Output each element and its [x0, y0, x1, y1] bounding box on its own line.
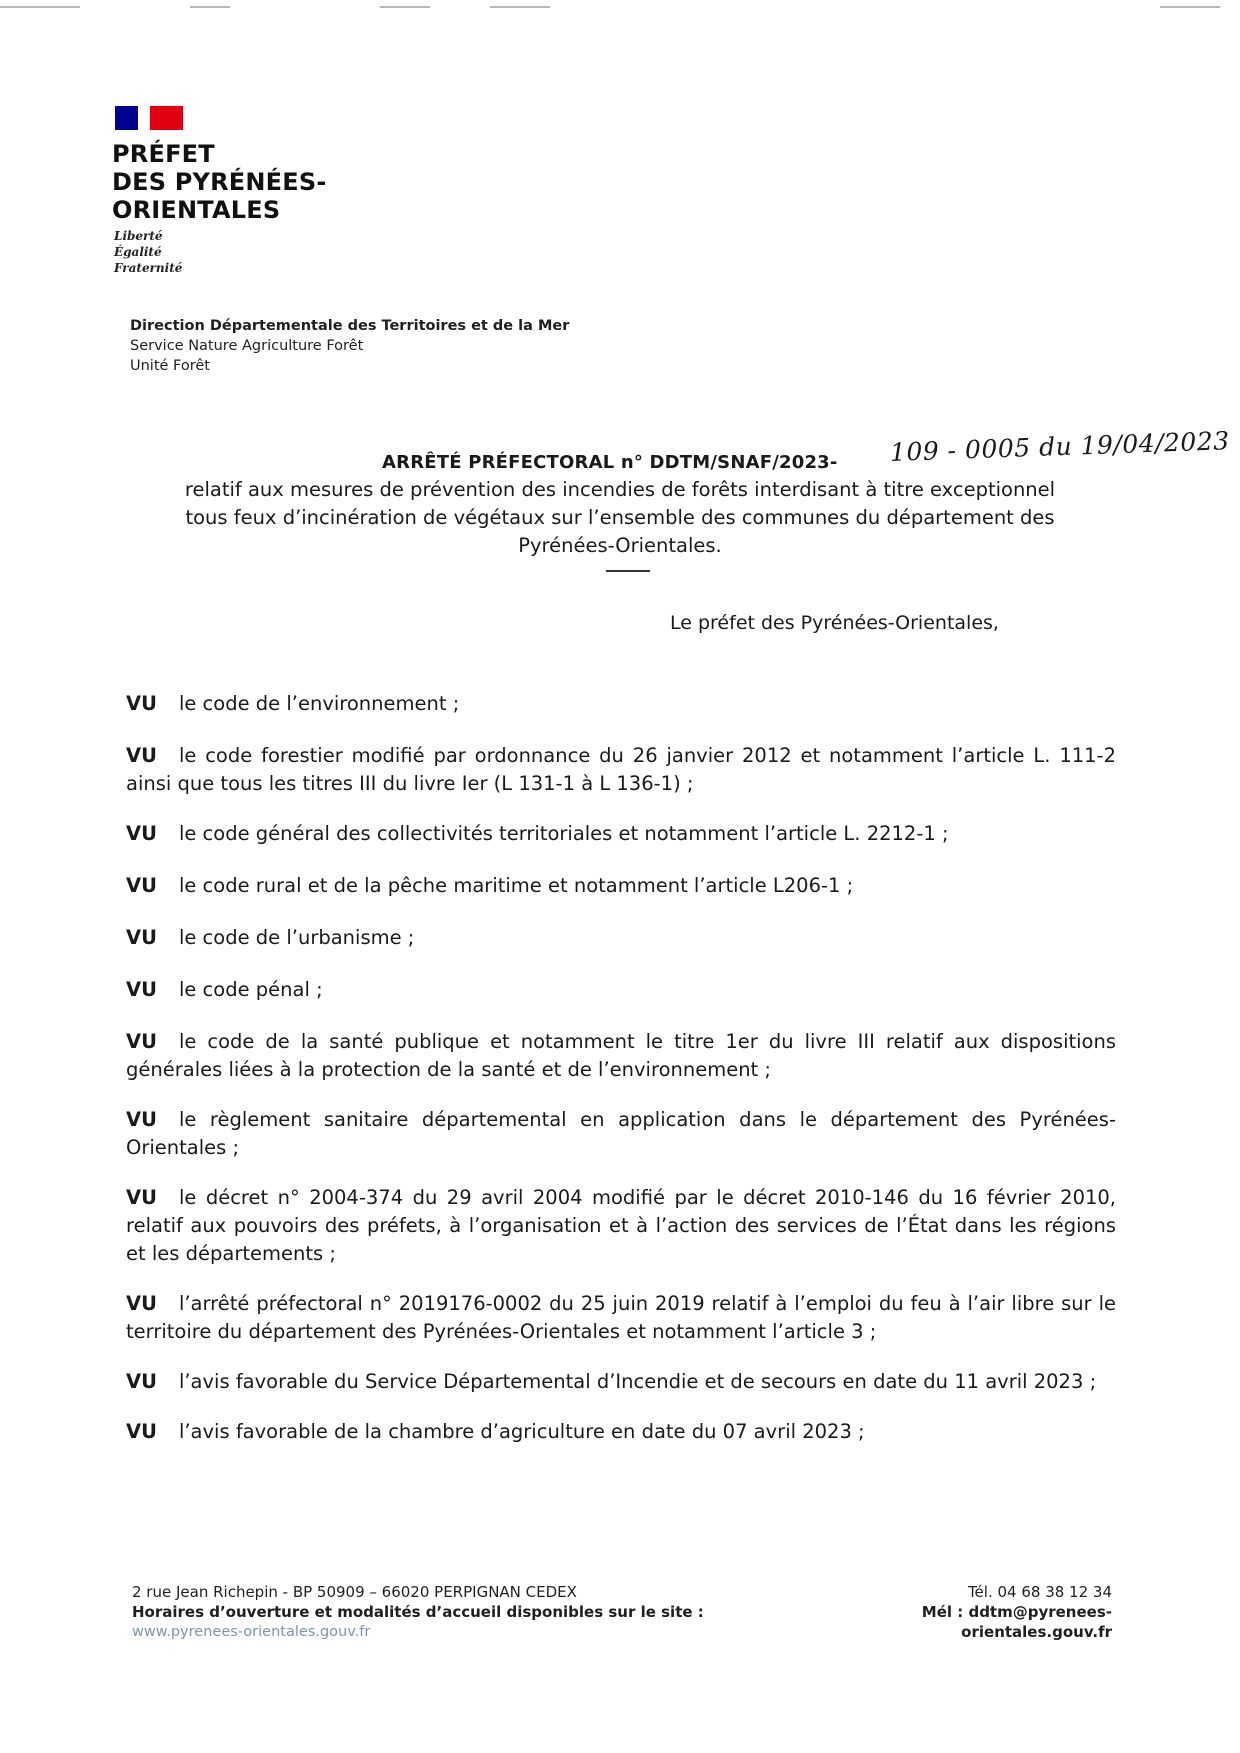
vu-label: VU [126, 1370, 157, 1393]
republic-motto [114, 228, 182, 276]
footer-address-block [132, 1582, 704, 1642]
visa-item [126, 1290, 1116, 1346]
prefecture-name-line: ORIENTALES [112, 196, 281, 224]
vu-label: VU [126, 1292, 157, 1315]
vu-label: VU [126, 874, 157, 897]
prefet-heading: Le préfet des Pyrénées-Orientales, [670, 612, 999, 634]
footer-contact-block [796, 1582, 1112, 1642]
prefecture-name-line: DES PYRÉNÉES- [112, 168, 327, 196]
vu-label: VU [126, 692, 157, 715]
subject-line: relatif aux mesures de prévention des incendies de forêts interdisant à titre exceptionnel [184, 478, 1056, 501]
visa-text: le décret n° 2004-374 du 29 avril 2004 modifié par le décret 2010-146 du 16 février 2010, relatif aux pouvoirs des préfets, à l’organisation et à l’action des services de l’État dans les régions et les départements ; [126, 1186, 1116, 1265]
arrete-title: ARRÊTÉ PRÉFECTORAL n° DDTM/SNAF/2023- [382, 452, 838, 473]
visa-item [126, 976, 1116, 1004]
subject-line: Pyrénées-Orientales. [518, 534, 722, 557]
footer-phone: Tél. 04 68 38 12 34 [967, 1583, 1112, 1601]
handwritten-arrete-number-date: 109 - 0005 du 19/04/2023 [889, 426, 1231, 467]
footer-address: 2 rue Jean Richepin - BP 50909 – 66020 PERPIGNAN CEDEX [132, 1583, 577, 1601]
vu-label: VU [126, 1186, 157, 1209]
subject-line: tous feux d’incinération de végétaux sur l’ensemble des communes du département des [185, 506, 1055, 529]
flag-red-band [150, 106, 183, 130]
visa-item [126, 1184, 1116, 1268]
prefecture-name [112, 140, 327, 224]
arrete-subject [140, 476, 1100, 560]
footer-email[interactable]: Mél : ddtm@pyrenees-orientales.gouv.fr [921, 1603, 1112, 1641]
scan-artifact-line [0, 6, 80, 8]
visa-text: le code forestier modifié par ordonnance du 26 janvier 2012 et notamment l’article L. 111-2 ainsi que tous les titres III du livre Ier (L 131-1 à L 136-1) ; [126, 744, 1116, 795]
visa-text: le code de la santé publique et notamment le titre 1er du livre III relatif aux dispositions générales liées à la protection de la santé et de l’environnement ; [126, 1030, 1116, 1081]
visa-item [126, 690, 1116, 718]
visa-text: le code de l’environnement ; [178, 692, 460, 715]
motto-line: Fraternité [114, 261, 183, 275]
visa-item [126, 872, 1116, 900]
visa-text: le règlement sanitaire départemental en application dans le département des Pyrénées-Orientales ; [126, 1108, 1116, 1159]
visa-text: le code de l’urbanisme ; [178, 926, 415, 949]
vu-label: VU [126, 744, 157, 767]
flag-white-band [138, 106, 150, 130]
motto-line: Liberté [114, 229, 163, 243]
visa-item [126, 1106, 1116, 1162]
vu-label: VU [126, 1420, 157, 1443]
visa-text: l’arrêté préfectoral n° 2019176-0002 du 25 juin 2019 relatif à l’emploi du feu à l’air libre sur le territoire du département des Pyrénées-Orientales et notamment l’article 3 ; [126, 1292, 1116, 1343]
visa-text: le code rural et de la pêche maritime et notamment l’article L206-1 ; [178, 874, 854, 897]
direction-name: Direction Départementale des Territoires et de la Mer [130, 318, 570, 334]
scan-artifact-line [1160, 6, 1220, 8]
service-name: Service Nature Agriculture Forêt [130, 338, 364, 354]
visa-text: l’avis favorable de la chambre d’agriculture en date du 07 avril 2023 ; [178, 1420, 865, 1443]
visa-item [126, 820, 1116, 848]
issuing-service-block [130, 316, 569, 376]
prefecture-name-line: PRÉFET [112, 140, 215, 168]
republique-flag-logo [115, 106, 183, 130]
visa-text: le code pénal ; [178, 978, 323, 1001]
vu-label: VU [126, 978, 157, 1001]
vu-label: VU [126, 1108, 157, 1131]
visa-item [126, 1028, 1116, 1084]
vu-label: VU [126, 926, 157, 949]
flag-blue-band [115, 106, 138, 130]
visa-item [126, 1418, 1116, 1446]
vu-label: VU [126, 822, 157, 845]
unit-name: Unité Forêt [130, 358, 210, 374]
motto-line: Égalité [114, 245, 162, 259]
visa-item [126, 1368, 1116, 1396]
vu-label: VU [126, 1030, 157, 1053]
visa-item [126, 924, 1116, 952]
footer-hours: Horaires d’ouverture et modalités d’accueil disponibles sur le site : [132, 1603, 704, 1621]
visa-text: l’avis favorable du Service Départemental d’Incendie et de secours en date du 11 avril 2023 ; [178, 1370, 1097, 1393]
visa-item [126, 742, 1116, 798]
scan-artifact-line [490, 6, 550, 8]
scan-artifact-line [190, 6, 230, 8]
visa-text: le code général des collectivités territoriales et notamment l’article L. 2212-1 ; [178, 822, 949, 845]
scan-artifact-line [380, 6, 430, 8]
subject-separator [606, 570, 650, 572]
visas-list [126, 690, 1116, 1446]
footer-website-link[interactable]: www.pyrenees-orientales.gouv.fr [132, 1624, 371, 1640]
